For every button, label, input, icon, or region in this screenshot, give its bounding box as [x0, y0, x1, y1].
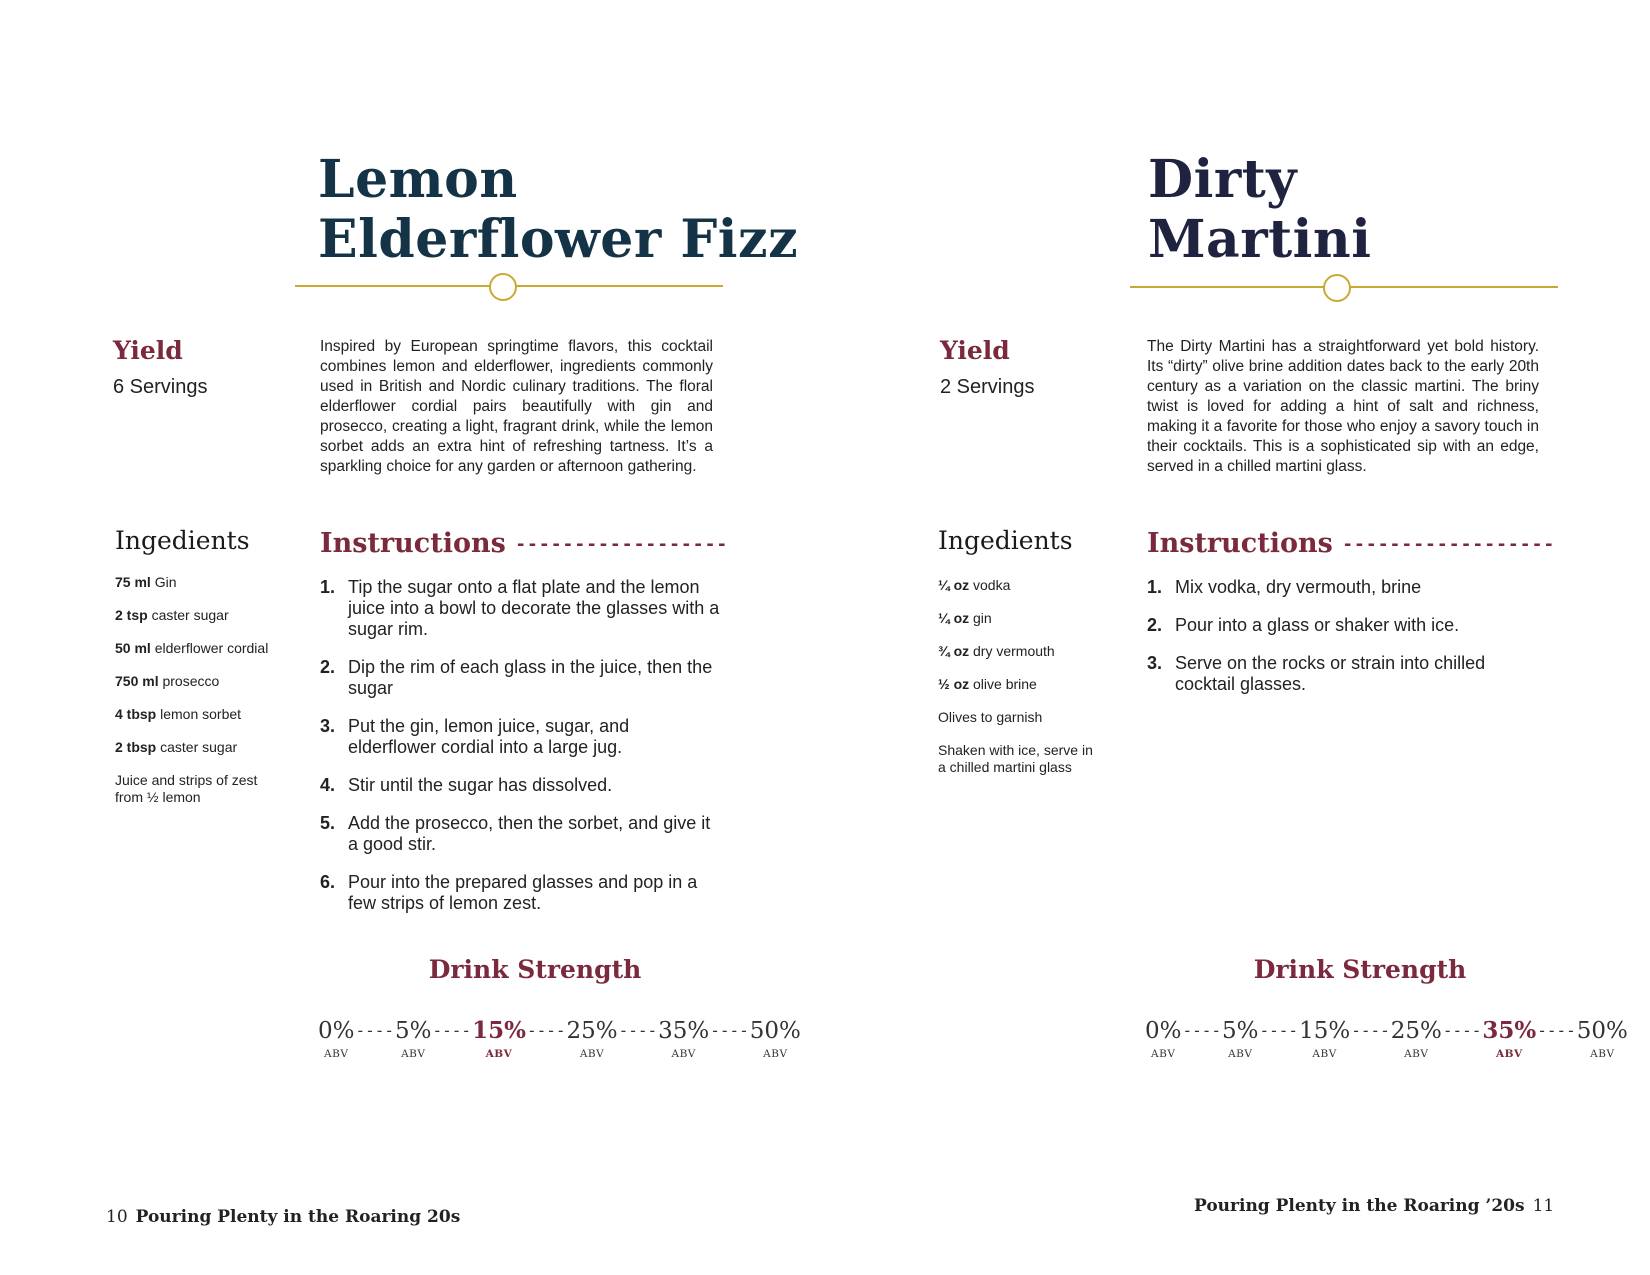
strength-level: [750, 1018, 801, 1060]
strength-percent: 0%: [1145, 1018, 1182, 1044]
strength-percent: 15%: [1299, 1018, 1351, 1044]
strength-percent: 50%: [749, 1018, 801, 1044]
step-text: Pour into the prepared glasses and pop in a few strips of lemon zest.: [348, 872, 698, 913]
ingredient-qty: 75 ml: [115, 574, 151, 590]
yield-label: Yield: [940, 336, 1010, 365]
ingredient-item: [115, 706, 275, 723]
strength-unit: ABV: [485, 1048, 513, 1060]
ingredient-name: caster sugar: [151, 607, 229, 623]
strength-unit: ABV: [671, 1048, 696, 1060]
strength-level: [658, 1018, 709, 1060]
instructions-heading: [1147, 528, 1555, 559]
strength-level: [1222, 1018, 1259, 1060]
instructions-label: Instructions: [320, 528, 506, 559]
step-number: 6.: [320, 872, 336, 892]
step-number: 3.: [320, 716, 336, 736]
title-line-1: Lemon: [318, 149, 518, 210]
step-number: 2.: [1147, 615, 1163, 635]
strength-percent: 25%: [566, 1018, 618, 1044]
strength-percent: 35%: [1482, 1017, 1537, 1044]
strength-percent: 5%: [395, 1018, 432, 1044]
strength-percent: 35%: [658, 1018, 710, 1044]
ingredient-item: [115, 607, 275, 624]
ingredient-item: [115, 739, 275, 756]
scale-separator: ----: [1259, 1021, 1299, 1040]
instruction-step: [320, 716, 720, 758]
footer-book-title: Pouring Plenty in the Roaring ’20s: [1194, 1196, 1525, 1216]
ingredient-item: [115, 574, 275, 591]
step-text: Add the prosecco, then the sorbet, and give it a good stir.: [348, 813, 711, 854]
ingredient-item: [115, 673, 275, 690]
ingredient-qty: ½ oz: [938, 676, 970, 692]
strength-level: [318, 1018, 355, 1060]
strength-unit: ABV: [1495, 1048, 1523, 1060]
title-divider: [1130, 267, 1558, 307]
ingredient-name: elderflower cordial: [154, 640, 269, 656]
scale-separator: ----: [1537, 1021, 1576, 1040]
strength-level: [395, 1018, 432, 1060]
ingredient-qty: 750 ml: [115, 673, 159, 689]
divider-circle-ornament: [1323, 274, 1351, 302]
ingredient-name: dry vermouth: [973, 643, 1055, 659]
strength-level: [566, 1018, 617, 1060]
strength-unit: ABV: [1590, 1048, 1615, 1060]
divider-circle-ornament: [489, 273, 517, 301]
title-line-1: Dirty: [1148, 149, 1297, 210]
step-text: Stir until the sugar has dissolved.: [348, 775, 613, 795]
ingredient-qty: ¼ oz: [938, 610, 970, 626]
ingredient-qty: ¼ oz: [938, 577, 970, 593]
ingredient-name: gin: [973, 610, 992, 626]
scale-separator: ----: [432, 1021, 472, 1040]
title-line-2: Martini: [1148, 209, 1372, 270]
instructions-heading: [320, 528, 728, 559]
step-text: Mix vodka, dry vermouth, brine: [1175, 577, 1422, 597]
instruction-step: [1147, 577, 1547, 598]
drink-strength-scale: [1145, 1018, 1628, 1060]
title-divider: [295, 266, 723, 306]
ingredient-item: [938, 709, 1103, 726]
scale-separator: ----: [1182, 1021, 1222, 1040]
yield-value: 6 Servings: [113, 376, 208, 398]
ingredient-name: Olives to garnish: [938, 709, 1043, 725]
strength-percent: 25%: [1390, 1018, 1442, 1044]
ingredient-name: Shaken with ice, serve in a chilled martini glass: [938, 742, 1093, 775]
instruction-step: [320, 577, 720, 640]
strength-unit: ABV: [763, 1048, 788, 1060]
drink-strength-title: Drink Strength: [1253, 955, 1467, 984]
instruction-step: [320, 657, 720, 699]
scale-separator: ----: [710, 1021, 749, 1040]
instruction-step: [1147, 615, 1547, 636]
page-number: 10: [106, 1207, 128, 1227]
page-footer: [106, 1207, 460, 1227]
step-number: 3.: [1147, 653, 1163, 673]
strength-percent: 15%: [472, 1017, 526, 1044]
ingredient-item: [938, 577, 1103, 594]
ingredients-list: [938, 577, 1103, 792]
ingredient-item: [115, 640, 275, 657]
step-text: Pour into a glass or shaker with ice.: [1175, 615, 1460, 635]
step-number: 1.: [320, 577, 336, 597]
ingredient-name: vodka: [973, 577, 1011, 593]
instruction-step: [320, 775, 720, 796]
ingredient-item: [115, 772, 275, 806]
ingredient-item: [938, 742, 1103, 776]
step-number: 2.: [320, 657, 336, 677]
instructions-dashes: ------------------: [515, 534, 729, 555]
ingredient-name: lemon sorbet: [160, 706, 242, 722]
ingredients-heading: Ingedients: [115, 526, 250, 555]
drink-strength-title: Drink Strength: [428, 955, 642, 984]
strength-percent: 5%: [1222, 1018, 1259, 1044]
page-number: 11: [1532, 1196, 1555, 1216]
ingredients-list: [115, 574, 275, 822]
ingredient-qty: 4 tbsp: [115, 706, 157, 722]
step-text: Serve on the rocks or strain into chilled cocktail glasses.: [1175, 653, 1486, 694]
instructions-list: [320, 577, 720, 931]
scale-separator: ----: [1442, 1021, 1482, 1040]
title-line-2: Elderflower Fizz: [318, 209, 799, 270]
recipe-title: [318, 150, 798, 270]
strength-unit: ABV: [1312, 1048, 1337, 1060]
strength-level: [1145, 1018, 1182, 1060]
step-number: 5.: [320, 813, 336, 833]
instructions-dashes: ------------------: [1342, 534, 1556, 555]
ingredient-item: [938, 676, 1103, 693]
scale-separator: ----: [355, 1021, 395, 1040]
ingredient-qty: 2 tbsp: [115, 739, 157, 755]
strength-unit: ABV: [579, 1048, 605, 1060]
step-number: 1.: [1147, 577, 1163, 597]
ingredient-qty: 2 tsp: [115, 607, 148, 623]
strength-level: [1299, 1018, 1350, 1060]
recipe-description: The Dirty Martini has a straightforward yet bold history. Its “dirty” olive brine addition dates back to the early 20th century as a variation on the classic martini. The briny twist is loved for adding a hint of salt and richness, making it a favorite for those who enjoy a savory touch in their cocktails. This is a sophisticated sip with an edge, served in a chilled martini glass.: [1147, 338, 1539, 475]
strength-unit: ABV: [1404, 1048, 1429, 1060]
scale-separator: ----: [526, 1021, 566, 1040]
step-text: Put the gin, lemon juice, sugar, and elderflower cordial into a large jug.: [348, 716, 630, 757]
drink-strength-scale: [318, 1018, 801, 1060]
strength-level: [1577, 1018, 1628, 1060]
instructions-list: [1147, 577, 1547, 712]
ingredient-name: caster sugar: [160, 739, 238, 755]
instruction-step: [320, 813, 720, 855]
instructions-label: Instructions: [1147, 528, 1333, 559]
strength-unit: ABV: [1151, 1048, 1176, 1060]
yield-label: Yield: [113, 336, 183, 365]
ingredient-item: [938, 643, 1103, 660]
step-text: Dip the rim of each glass in the juice, then the sugar: [348, 657, 713, 698]
recipe-description: Inspired by European springtime flavors, this cocktail combines lemon and elderflower, ingredients commonly used in British and Nordic culinary traditions. The floral elderflower cordial pairs beautifully with gin and prosecco, creating a light, fragrant drink, while the lemon sorbet adds an extra hint of refreshing tartness. It’s a sparkling choice for any garden or afternoon gathering.: [320, 338, 713, 475]
footer-book-title: Pouring Plenty in the Roaring 20s: [135, 1207, 461, 1227]
strength-unit: ABV: [324, 1048, 349, 1060]
strength-percent: 0%: [318, 1018, 355, 1044]
ingredient-item: [938, 610, 1103, 627]
strength-unit: ABV: [1228, 1048, 1253, 1060]
strength-level: [1391, 1018, 1442, 1060]
ingredient-qty: ¾ oz: [938, 643, 970, 659]
ingredient-name: Juice and strips of zest from ½ lemon: [115, 772, 258, 805]
strength-level-selected: [472, 1018, 526, 1060]
strength-percent: 50%: [1576, 1018, 1628, 1044]
ingredient-name: prosecco: [162, 673, 220, 689]
yield-value: 2 Servings: [940, 376, 1035, 398]
strength-level-selected: [1482, 1018, 1536, 1060]
instruction-step: [320, 872, 720, 914]
step-number: 4.: [320, 775, 336, 795]
scale-separator: ----: [1351, 1021, 1390, 1040]
ingredient-name: Gin: [154, 574, 177, 590]
ingredient-name: olive brine: [973, 676, 1037, 692]
scale-separator: ----: [618, 1021, 658, 1040]
recipe-title: [1148, 150, 1371, 270]
step-text: Tip the sugar onto a flat plate and the lemon juice into a bowl to decorate the glasses with a sugar rim.: [348, 577, 720, 639]
ingredients-heading: Ingedients: [938, 526, 1073, 555]
ingredient-qty: 50 ml: [115, 640, 151, 656]
instruction-step: [1147, 653, 1547, 695]
strength-unit: ABV: [401, 1048, 426, 1060]
page-footer: [1194, 1196, 1562, 1216]
